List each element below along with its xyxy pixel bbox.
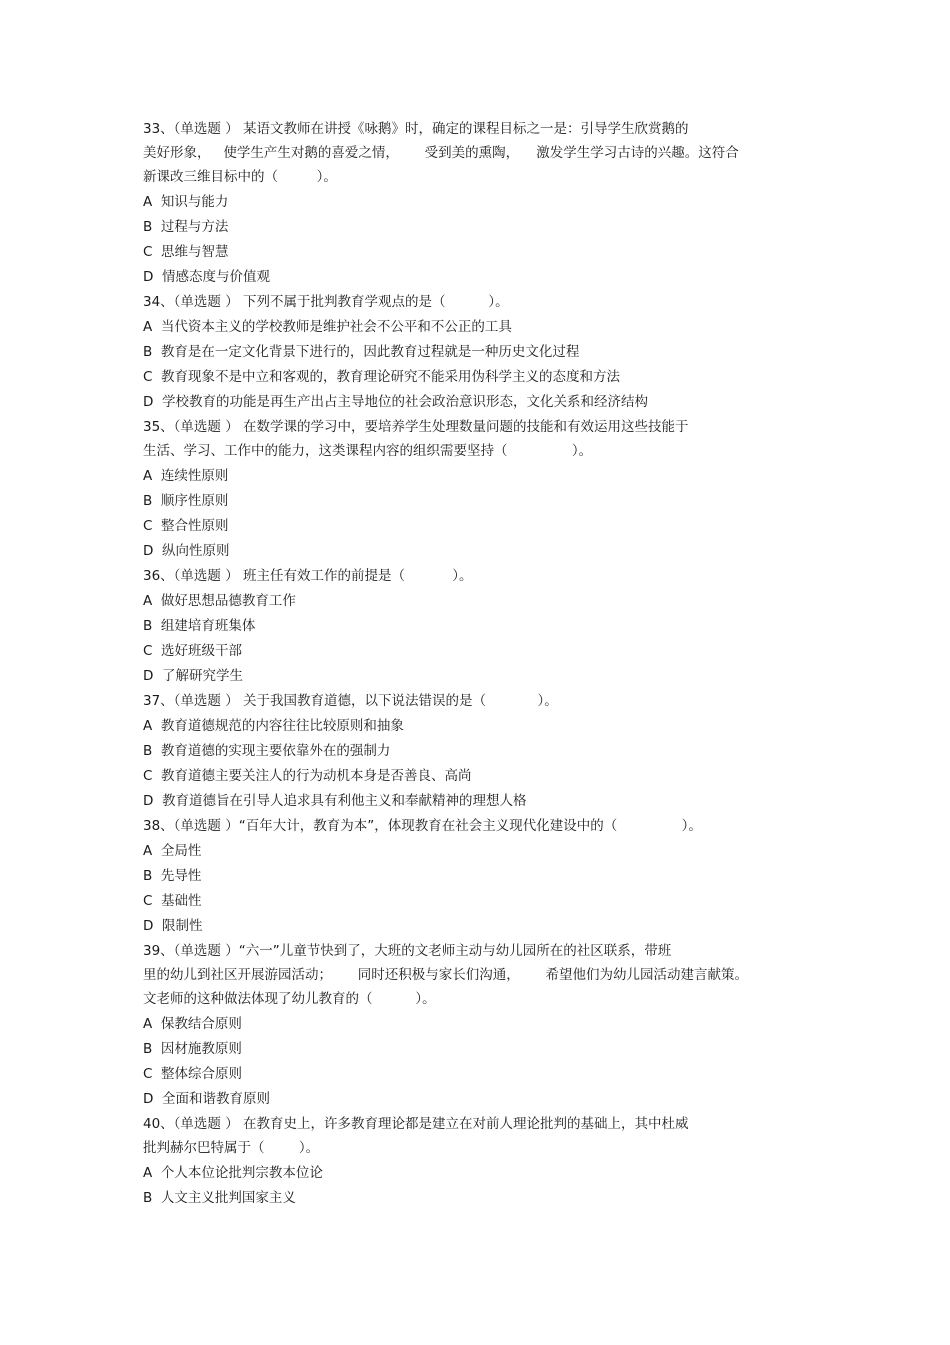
option-a: A 做好思想品德教育工作 <box>143 593 296 609</box>
question-39 <box>143 939 803 1112</box>
option-c: C 整合性原则 <box>143 518 229 534</box>
question-line: 批判赫尔巴特属于（ ）。 <box>143 1140 320 1156</box>
option-d: D 学校教育的功能是再生产出占主导地位的社会政治意识形态，文化关系和经济结构 <box>143 394 648 410</box>
question-list <box>143 117 803 1211</box>
option-d: D 情感态度与价值观 <box>143 269 270 285</box>
question-stem <box>143 814 803 838</box>
question-stem <box>143 290 803 314</box>
option-a: A 当代资本主义的学校教师是维护社会不公平和不公正的工具 <box>143 319 512 335</box>
question-33 <box>143 117 803 290</box>
question-line: 36、（单选题 ） 班主任有效工作的前提是（ ）。 <box>143 568 473 584</box>
question-line: 新课改三维目标中的（ ）。 <box>143 169 337 185</box>
option-d: D 教育道德旨在引导人追求具有利他主义和奉献精神的理想人格 <box>143 793 527 809</box>
question-stem <box>143 117 803 189</box>
question-line: 里的幼儿到社区开展游园活动； 同时还积极与家长们沟通， 希望他们为幼儿园活动建言献策。 <box>143 967 748 983</box>
option-b: B 因材施教原则 <box>143 1041 242 1057</box>
question-stem <box>143 939 803 1011</box>
question-line: 38、（单选题 ）“百年大计，教育为本”，体现教育在社会主义现代化建设中的（ ）。 <box>143 818 702 834</box>
question-line: 美好形象， 使学生产生对鹅的喜爱之情， 受到美的熏陶， 激发学生学习古诗的兴趣。这符合 <box>143 145 739 161</box>
option-c: C 思维与智慧 <box>143 244 229 260</box>
question-36 <box>143 564 803 689</box>
question-stem <box>143 1112 803 1160</box>
option-d: D 了解研究学生 <box>143 668 243 684</box>
option-b: B 教育道德的实现主要依靠外在的强制力 <box>143 743 391 759</box>
question-40 <box>143 1112 803 1211</box>
option-c: C 选好班级干部 <box>143 643 243 659</box>
option-d: D 限制性 <box>143 918 203 934</box>
question-stem <box>143 415 803 463</box>
question-stem <box>143 564 803 588</box>
question-38 <box>143 814 803 939</box>
option-b: B 顺序性原则 <box>143 493 229 509</box>
question-35 <box>143 415 803 564</box>
question-37 <box>143 689 803 814</box>
question-line: 生活、学习、工作中的能力，这类课程内容的组织需要坚持（ ）。 <box>143 443 593 459</box>
question-line: 35、（单选题 ） 在数学课的学习中，要培养学生处理数量问题的技能和有效运用这些技能于 <box>143 419 689 435</box>
option-b: B 组建培育班集体 <box>143 618 256 634</box>
option-a: A 全局性 <box>143 843 202 859</box>
option-b: B 教育是在一定文化背景下进行的，因此教育过程就是一种历史文化过程 <box>143 344 580 360</box>
question-line: 文老师的这种做法体现了幼儿教育的（ ）。 <box>143 991 436 1007</box>
option-c: C 整体综合原则 <box>143 1066 243 1082</box>
option-c: C 教育现象不是中立和客观的，教育理论研究不能采用伪科学主义的态度和方法 <box>143 369 621 385</box>
question-line: 40、（单选题 ） 在教育史上，许多教育理论都是建立在对前人理论批判的基础上，其中杜威 <box>143 1116 689 1132</box>
option-a: A 教育道德规范的内容往往比较原则和抽象 <box>143 718 404 734</box>
option-d: D 纵向性原则 <box>143 543 230 559</box>
option-b: B 先导性 <box>143 868 202 884</box>
option-a: A 个人本位论批判宗教本位论 <box>143 1165 323 1181</box>
option-c: C 教育道德主要关注人的行为动机本身是否善良、高尚 <box>143 768 472 784</box>
option-b: B 人文主义批判国家主义 <box>143 1190 296 1206</box>
option-b: B 过程与方法 <box>143 219 229 235</box>
question-line: 39、（单选题 ）“六一”儿童节快到了，大班的文老师主动与幼儿园所在的社区联系，带班 <box>143 943 672 959</box>
option-a: A 连续性原则 <box>143 468 229 484</box>
option-d: D 全面和谐教育原则 <box>143 1091 270 1107</box>
question-34 <box>143 290 803 415</box>
question-line: 34、（单选题 ） 下列不属于批判教育学观点的是（ ）。 <box>143 294 509 310</box>
option-c: C 基础性 <box>143 893 202 909</box>
question-stem <box>143 689 803 713</box>
option-a: A 保教结合原则 <box>143 1016 242 1032</box>
option-a: A 知识与能力 <box>143 194 229 210</box>
question-line: 33、（单选题 ） 某语文教师在讲授《咏鹅》时，确定的课程目标之一是：引导学生欣赏鹅的 <box>143 121 689 137</box>
question-line: 37、（单选题 ） 关于我国教育道德，以下说法错误的是（ ）。 <box>143 693 558 709</box>
